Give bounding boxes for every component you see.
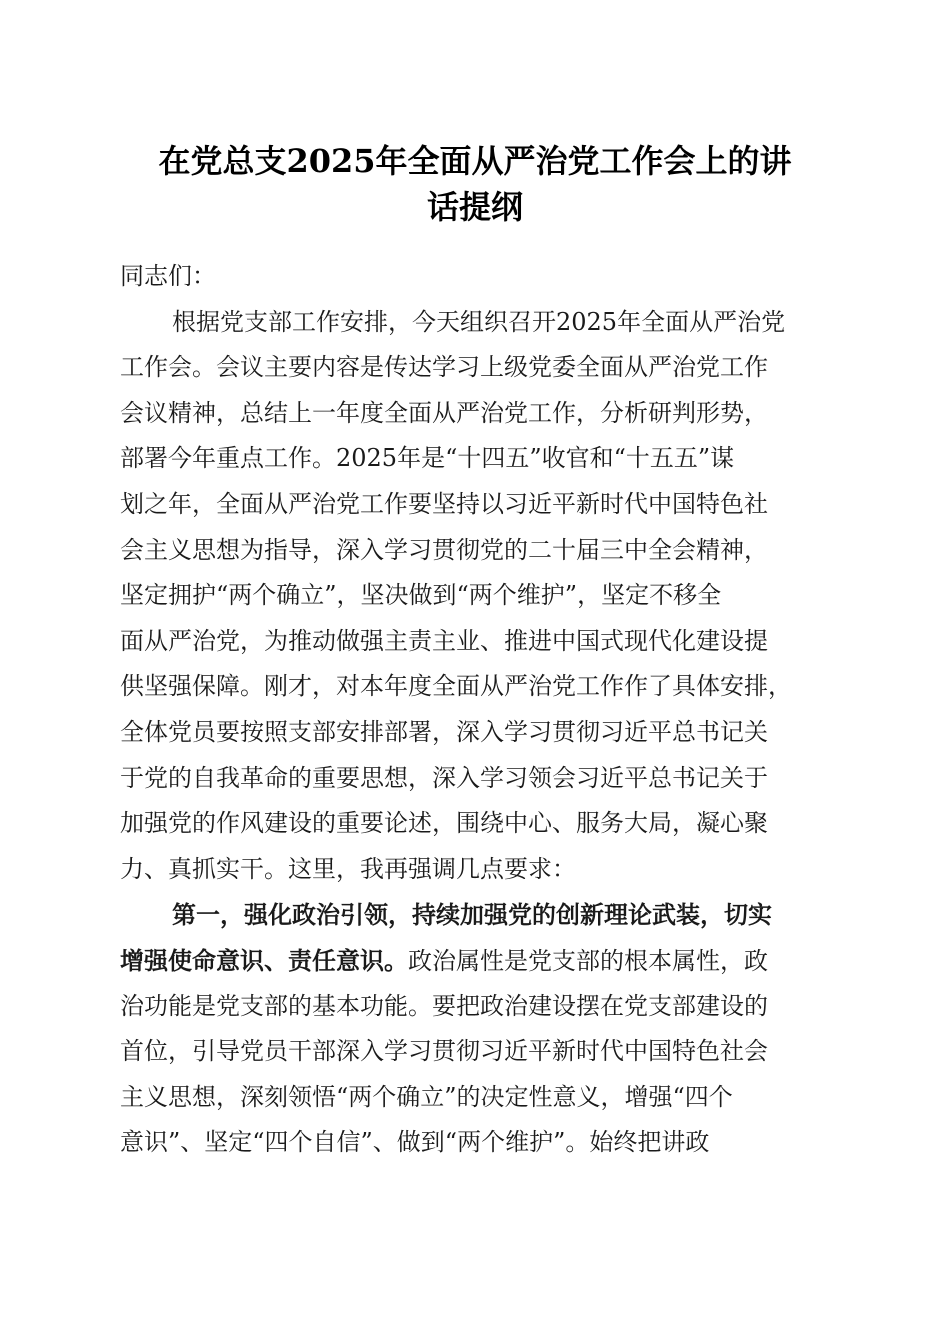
paragraph-1 [120, 300, 835, 893]
section-1-text: 政治属性是党支部的根本属性，政 [408, 946, 768, 975]
section-1-heading-line-2: 增强使命意识、责任意识。 [120, 945, 408, 975]
paragraph-line: 划之年，全面从严治党工作要坚持以习近平新时代中国特色社 [120, 489, 768, 518]
paragraph-line: 会主义思想为指导，深入学习贯彻党的二十届三中全会精神， [120, 535, 768, 564]
section-1 [120, 892, 835, 1166]
paragraph-line: 全体党员要按照支部安排部署，深入学习贯彻习近平总书记关 [120, 717, 768, 746]
paragraph-line: 坚定拥护“两个确立”，坚决做到“两个维护”，坚定不移全 [120, 581, 722, 610]
paragraph-line: 工作会。会议主要内容是传达学习上级党委全面从严治党工作 [120, 353, 768, 382]
paragraph-line: 加强党的作风建设的重要论述，围绕中心、服务大局，凝心聚 [120, 809, 768, 838]
document-title [120, 138, 830, 230]
paragraph-line: 供坚强保障。刚才，对本年度全面从严治党工作作了具体安排， [120, 672, 792, 701]
paragraph-line: 首位，引导党员干部深入学习贯彻习近平新时代中国特色社会 [120, 1037, 768, 1066]
paragraph-line: 根据党支部工作安排，今天组织召开2025年全面从严治党 [172, 307, 786, 336]
paragraph-line: 力、真抓实干。这里，我再强调几点要求： [120, 854, 576, 883]
title-line-1: 在党总支2025年全面从严治党工作会上的讲 [158, 142, 792, 180]
paragraph-line: 意识”、坚定“四个自信”、做到“两个维护”。始终把讲政 [120, 1128, 710, 1157]
paragraph-line: 部署今年重点工作。2025年是“十四五”收官和“十五五”谋 [120, 444, 735, 473]
salutation: 同志们： [120, 262, 216, 290]
document-body [120, 254, 835, 1166]
paragraph-line: 于党的自我革命的重要思想，深入学习领会习近平总书记关于 [120, 763, 768, 792]
paragraph-line: 面从严治党，为推动做强主责主业、推进中国式现代化建设提 [120, 626, 768, 655]
paragraph-line: 治功能是党支部的基本功能。要把政治建设摆在党支部建设的 [120, 991, 768, 1020]
title-line-2: 话提纲 [426, 188, 523, 226]
paragraph-line: 会议精神，总结上一年度全面从严治党工作，分析研判形势， [120, 398, 768, 427]
section-1-heading-line-1: 第一，强化政治引领，持续加强党的创新理论武装，切实 [172, 900, 772, 930]
section-1-line-2 [120, 938, 835, 984]
paragraph-line: 主义思想，深刻领悟“两个确立”的决定性意义，增强“四个 [120, 1082, 733, 1111]
